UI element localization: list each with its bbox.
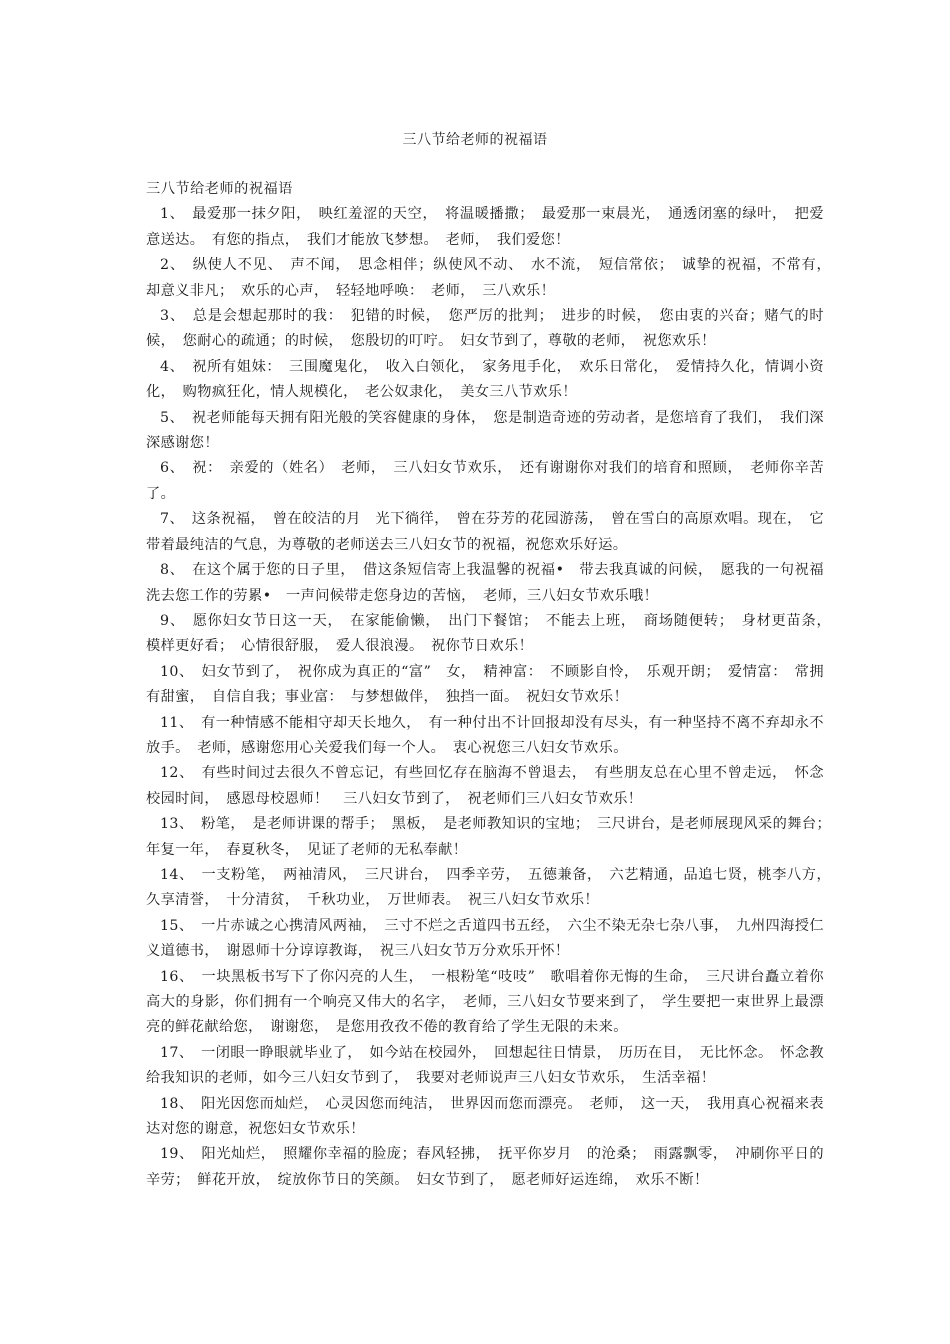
list-item: 6、 祝： 亲爱的（姓名） 老师， 三八妇女节欢乐， 还有谢谢你对我们的培育和照顾， 老师你辛苦了。 bbox=[146, 460, 824, 502]
section-heading: 三八节给老师的祝福语 bbox=[146, 181, 293, 197]
list-item: 12、 有些时间过去很久不曾忘记，有些回忆存在脑海不曾退去， 有些朋友总在心里不曾走远， 怀念校园时间， 感恩母校恩师！ 三八妇女节到了， 祝老师们三八妇女节欢乐！ bbox=[146, 765, 824, 807]
document-body bbox=[146, 177, 839, 1193]
list-item: 2、 纵使人不见、 声不闻， 思念相伴；纵使风不动、 水不流， 短信常依； 诚挚的祝福，不常有， 却意义非凡； 欢乐的心声， 轻轻地呼唤： 老师， 三八欢乐！ bbox=[146, 257, 839, 299]
list-item: 11、 有一种情感不能相守却天长地久， 有一种付出不计回报却没有尽头，有一种坚持不离不弃却永不放手。 老师，感谢您用心关爱我们每一个人。 衷心祝您三八妇女节欢乐。 bbox=[146, 714, 824, 756]
list-item: 19、 阳光灿烂， 照耀你幸福的脸庞；春风轻拂， 抚平你岁月 的沧桑； 雨露飘零， 冲刷你平日的辛劳； 鲜花开放， 绽放你节日的笑颜。 妇女节到了， 愿老师好运连绵， 欢乐不断！ bbox=[146, 1146, 824, 1188]
list-item: 5、 祝老师能每天拥有阳光般的笑容健康的身体， 您是制造奇迹的劳动者，是您培育了我们， 我们深深感谢您！ bbox=[146, 409, 824, 452]
list-item: 18、 阳光因您而灿烂， 心灵因您而纯洁， 世界因而您而漂亮。 老师， 这一天， 我用真心祝福来表达对您的谢意，祝您妇女节欢乐！ bbox=[146, 1095, 824, 1138]
list-item: 7、 这条祝福， 曾在皎洁的月 光下徜徉， 曾在芬芳的花园游荡， 曾在雪白的高原欢唱。现在， 它带着最纯洁的气息，为尊敬的老师送去三八妇女节的祝福，祝您欢乐好运。 bbox=[146, 511, 824, 553]
list-item: 10、 妇女节到了， 祝你成为真正的“富” 女， 精神富： 不顾影自怜， 乐观开朗； 爱情富： 常拥有甜蜜， 自信自我；事业富： 与梦想做伴， 独挡一面。 祝妇女节欢乐！ bbox=[146, 663, 824, 706]
list-item: 9、 愿你妇女节日这一天， 在家能偷懒， 出门下餐馆； 不能去上班， 商场随便转； 身材更苗条， 模样更好看； 心情很舒服， 爱人很浪漫。 祝你节日欢乐！ bbox=[146, 612, 839, 655]
list-item: 3、 总是会想起那时的我： 犯错的时候， 您严厉的批判； 进步的时候， 您由衷的兴奋；赌气的时候， 您耐心的疏通；的时候， 您殷切的叮咛。 妇女节到了，尊敬的老师， 祝您欢乐！ bbox=[146, 308, 824, 350]
list-item: 13、 粉笔， 是老师讲课的帮手； 黑板， 是老师教知识的宝地； 三尺讲台，是老师展现风采的舞台； 年复一年， 春夏秋冬， 见证了老师的无私奉献！ bbox=[146, 816, 839, 858]
list-item: 4、 祝所有姐妹： 三围魔鬼化， 收入白领化， 家务甩手化， 欢乐日常化， 爱情持久化，情调小资化， 购物疯狂化，情人规模化， 老公奴隶化， 美女三八节欢乐！ bbox=[146, 358, 824, 401]
page-title: 三八节给老师的祝福语 bbox=[402, 132, 548, 148]
list-item: 1、 最爱那一抹夕阳， 映红羞涩的天空， 将温暖播撒； 最爱那一束晨光， 通透闭塞的绿叶， 把爱意送达。 有您的指点， 我们才能放飞梦想。 老师， 我们爱您！ bbox=[146, 206, 824, 248]
list-item: 15、 一片赤诚之心携清风两袖， 三寸不烂之舌道四书五经， 六尘不染无杂七杂八事， 九州四海授仁义道德书， 谢恩师十分谆谆教诲， 祝三八妇女节万分欢乐开怀！ bbox=[146, 917, 824, 960]
list-item: 17、 一闭眼一睁眼就毕业了， 如今站在校园外， 回想起往日情景， 历历在目， 无比怀念。 怀念教给我知识的老师，如今三八妇女节到了， 我要对老师说声三八妇女节欢乐， 生活幸福！ bbox=[146, 1044, 824, 1087]
list-item: 14、 一支粉笔， 两袖清风， 三尺讲台， 四季辛劳， 五德兼备， 六艺精通，品追七贤，桃李八方， 久享清誉， 十分清贫， 千秋功业， 万世师表。 祝三八妇女节欢乐！ bbox=[146, 866, 839, 909]
list-item: 16、 一块黑板书写下了你闪亮的人生， 一根粉笔“吱吱” 歌唱着你无悔的生命， 三尺讲台矗立着你高大的身影，你们拥有一个响亮又伟大的名字， 老师，三八妇女节要来到了， 学生要把一束世界上最漂亮的鲜花献给您， 谢谢您， 是您用孜孜不倦的教育给了学生无限的未来。 bbox=[146, 968, 824, 1036]
list-item: 8、 在这个属于您的日子里， 借这条短信寄上我温馨的祝福• 带去我真诚的问候， 愿我的一句祝福洗去您工作的劳累• 一声问候带走您身边的苦恼， 老师，三八妇女节欢乐哦！ bbox=[146, 562, 824, 604]
